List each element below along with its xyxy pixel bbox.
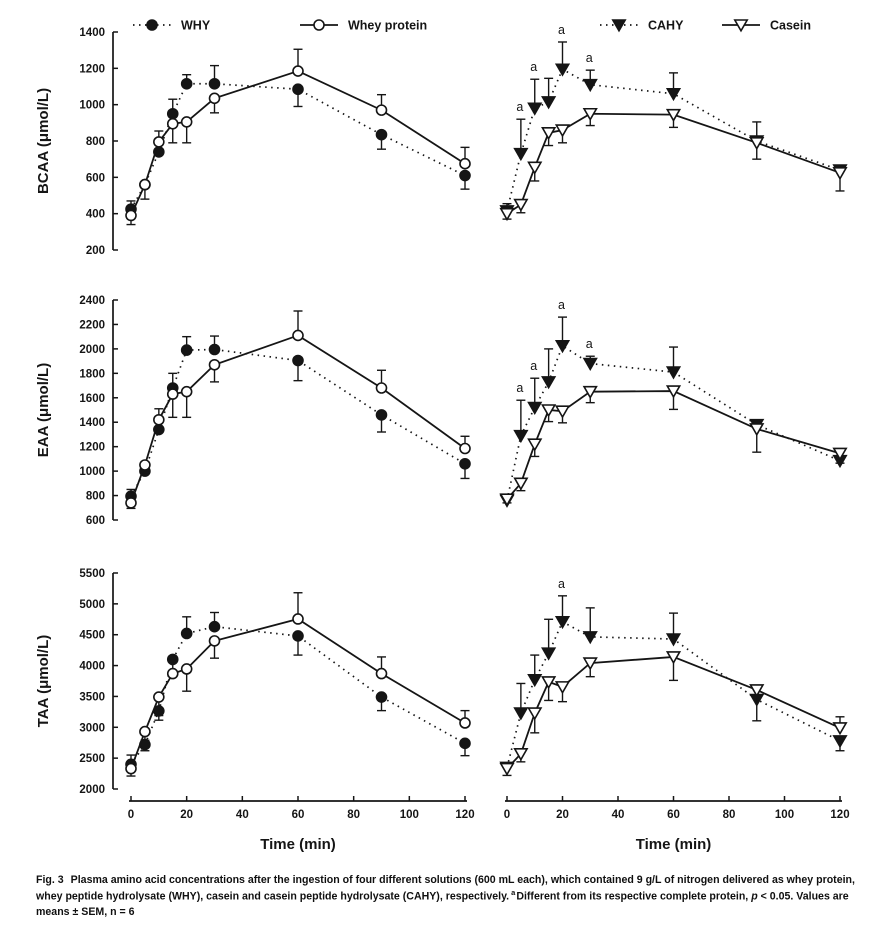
series-casein bbox=[501, 652, 846, 775]
x-tick-label: 20 bbox=[180, 809, 194, 821]
data-point-marker bbox=[556, 617, 568, 628]
data-point-marker bbox=[834, 736, 846, 747]
data-point-marker bbox=[460, 171, 470, 181]
data-point-marker bbox=[293, 356, 303, 366]
significance-marker: a bbox=[516, 381, 524, 396]
data-point-marker bbox=[293, 84, 303, 94]
panel-row2-right bbox=[501, 577, 846, 776]
data-point-marker bbox=[210, 360, 220, 370]
data-point-marker bbox=[529, 103, 541, 114]
data-point-marker bbox=[529, 439, 541, 450]
caption-text: Plasma amino acid concentrations after the ingestion of four different solutions (600 mL each), which contained 9 g/L of nitrogen delivered as whey protein, whey peptide hydrolysate (WHY), casein and casein peptide hydrolysate (CAHY), respectively. bbox=[36, 874, 855, 903]
x-axis-left bbox=[128, 796, 475, 853]
data-point-marker bbox=[529, 403, 541, 414]
significance-marker: a bbox=[516, 100, 524, 115]
data-point-marker bbox=[834, 723, 846, 734]
data-point-marker bbox=[293, 631, 303, 641]
series-casein bbox=[501, 109, 846, 220]
x-tick-label: 40 bbox=[235, 809, 249, 821]
data-point-marker bbox=[210, 79, 220, 89]
series-whey-protein bbox=[126, 49, 470, 224]
significance-marker: a bbox=[558, 22, 565, 37]
data-point-marker bbox=[529, 162, 541, 173]
y-tick-label: 3500 bbox=[79, 691, 105, 704]
data-point-marker bbox=[529, 675, 541, 686]
data-point-marker bbox=[460, 738, 470, 748]
x-tick-label: 60 bbox=[667, 809, 680, 821]
y-tick-label: 4500 bbox=[79, 629, 105, 642]
significance-marker: a bbox=[558, 298, 565, 313]
y-axis-row0 bbox=[35, 27, 118, 257]
y-axis-row2 bbox=[35, 568, 118, 796]
legend-label: WHY bbox=[181, 18, 211, 33]
x-tick-label: 40 bbox=[611, 809, 625, 821]
legend-label: Casein bbox=[770, 18, 811, 33]
significance-marker: a bbox=[585, 51, 593, 66]
y-axis-title: EAA (μmol/L) bbox=[35, 362, 52, 458]
data-point-marker bbox=[182, 628, 192, 638]
data-point-marker bbox=[556, 682, 568, 693]
x-tick-label: 20 bbox=[556, 809, 569, 821]
x-axis-title: Time (min) bbox=[635, 836, 712, 853]
y-tick-label: 1200 bbox=[79, 441, 105, 454]
caption-label: Fig. 3 bbox=[36, 874, 64, 886]
y-tick-label: 1400 bbox=[79, 417, 105, 430]
data-point-marker bbox=[168, 109, 178, 119]
y-tick-label: 800 bbox=[85, 490, 105, 503]
data-point-marker bbox=[210, 93, 220, 103]
y-tick-label: 1000 bbox=[79, 99, 105, 112]
data-point-marker bbox=[542, 677, 554, 688]
panel-row1-right bbox=[501, 298, 846, 506]
y-tick-label: 1000 bbox=[79, 466, 105, 479]
data-point-marker bbox=[834, 168, 846, 179]
x-tick-label: 80 bbox=[722, 809, 736, 821]
data-point-marker bbox=[460, 718, 470, 728]
data-point-marker bbox=[182, 387, 192, 397]
x-tick-label: 80 bbox=[347, 809, 361, 821]
data-point-marker bbox=[126, 764, 136, 774]
data-point-marker bbox=[377, 383, 387, 393]
data-point-marker bbox=[140, 460, 150, 470]
y-tick-label: 200 bbox=[85, 245, 105, 257]
significance-marker: a bbox=[530, 60, 538, 75]
series-why bbox=[126, 66, 470, 215]
caption-p-italic: p bbox=[751, 890, 758, 903]
series-casein bbox=[501, 386, 846, 505]
data-point-marker bbox=[515, 708, 527, 719]
data-point-marker bbox=[542, 377, 554, 388]
data-point-marker bbox=[377, 105, 387, 115]
x-tick-label: 100 bbox=[399, 809, 419, 821]
data-point-marker bbox=[584, 359, 596, 370]
data-point-marker bbox=[556, 64, 568, 75]
y-tick-label: 4000 bbox=[79, 660, 105, 673]
data-point-marker bbox=[377, 410, 387, 420]
data-point-marker bbox=[501, 764, 513, 775]
y-axis-row1 bbox=[35, 295, 118, 527]
data-point-marker bbox=[210, 622, 220, 632]
y-tick-label: 2000 bbox=[79, 343, 105, 356]
data-point-marker bbox=[377, 692, 387, 702]
series-line bbox=[507, 114, 840, 214]
data-point-marker bbox=[154, 692, 164, 702]
data-point-marker bbox=[154, 137, 164, 147]
y-tick-label: 1600 bbox=[79, 392, 105, 405]
y-tick-label: 800 bbox=[85, 136, 105, 148]
x-tick-label: 0 bbox=[503, 809, 511, 821]
y-tick-label: 5000 bbox=[79, 598, 105, 611]
data-point-marker bbox=[460, 444, 470, 454]
x-tick-label: 0 bbox=[127, 809, 135, 821]
data-point-marker bbox=[613, 20, 625, 31]
data-point-marker bbox=[168, 669, 178, 679]
data-point-marker bbox=[168, 119, 178, 129]
y-tick-label: 1800 bbox=[79, 368, 105, 381]
legend bbox=[133, 19, 811, 33]
series-whey-protein bbox=[126, 311, 470, 508]
data-point-marker bbox=[460, 159, 470, 169]
data-point-marker bbox=[667, 89, 679, 100]
series-cahy bbox=[501, 596, 846, 773]
y-tick-label: 1400 bbox=[79, 27, 105, 39]
significance-marker: a bbox=[558, 576, 565, 591]
panel-row2-left bbox=[126, 593, 470, 776]
data-point-marker bbox=[667, 367, 679, 378]
data-point-marker bbox=[140, 180, 150, 190]
data-point-marker bbox=[556, 341, 568, 352]
panel-row0-left bbox=[126, 49, 470, 224]
data-point-marker bbox=[140, 727, 150, 737]
y-tick-label: 2400 bbox=[79, 295, 105, 307]
caption-text-2: Different from its respective complete protein, bbox=[516, 890, 752, 903]
data-point-marker bbox=[542, 128, 554, 139]
series-why bbox=[126, 612, 470, 769]
data-point-marker bbox=[515, 149, 527, 160]
data-point-marker bbox=[542, 648, 554, 659]
data-point-marker bbox=[293, 614, 303, 624]
y-tick-label: 2500 bbox=[79, 753, 105, 766]
data-point-marker bbox=[377, 130, 387, 140]
data-point-marker bbox=[293, 66, 303, 76]
y-tick-label: 600 bbox=[85, 515, 105, 527]
series-whey-protein bbox=[126, 593, 470, 776]
data-point-marker bbox=[182, 79, 192, 89]
y-axis-title: TAA (μmol/L) bbox=[35, 634, 52, 728]
panel-row1-left bbox=[126, 311, 470, 508]
data-point-marker bbox=[529, 708, 541, 719]
x-tick-label: 120 bbox=[830, 809, 850, 821]
x-tick-label: 120 bbox=[455, 809, 475, 821]
data-point-marker bbox=[182, 117, 192, 127]
data-point-marker bbox=[126, 498, 136, 508]
data-point-marker bbox=[210, 636, 220, 646]
series-why bbox=[126, 336, 470, 501]
y-tick-label: 1200 bbox=[79, 63, 105, 76]
y-tick-label: 600 bbox=[85, 172, 105, 185]
data-point-marker bbox=[182, 345, 192, 355]
data-point-marker bbox=[126, 210, 136, 220]
data-point-marker bbox=[515, 200, 527, 211]
figure-caption bbox=[36, 873, 860, 920]
y-tick-label: 5500 bbox=[79, 568, 105, 580]
y-tick-label: 2200 bbox=[79, 319, 105, 332]
data-point-marker bbox=[154, 415, 164, 425]
y-tick-label: 3000 bbox=[79, 722, 105, 735]
legend-label: Whey protein bbox=[348, 18, 428, 33]
data-point-marker bbox=[542, 97, 554, 108]
x-tick-label: 60 bbox=[291, 809, 305, 821]
data-point-marker bbox=[182, 664, 192, 674]
data-point-marker bbox=[314, 20, 324, 30]
data-point-marker bbox=[168, 389, 178, 399]
y-tick-label: 400 bbox=[85, 208, 105, 221]
data-point-marker bbox=[501, 209, 513, 220]
data-point-marker bbox=[515, 431, 527, 442]
data-point-marker bbox=[147, 20, 157, 30]
x-tick-label: 100 bbox=[774, 809, 795, 821]
y-tick-label: 2000 bbox=[79, 784, 105, 796]
significance-marker: a bbox=[585, 337, 593, 352]
y-axis-title: BCAA (μmol/L) bbox=[35, 87, 52, 195]
legend-label: CAHY bbox=[648, 18, 684, 33]
x-axis-title: Time (min) bbox=[260, 836, 336, 853]
data-point-marker bbox=[293, 330, 303, 340]
data-point-marker bbox=[377, 669, 387, 679]
x-axis-right bbox=[504, 796, 850, 853]
series-cahy bbox=[501, 317, 846, 506]
significance-marker: a bbox=[530, 359, 538, 374]
data-point-marker bbox=[460, 459, 470, 469]
panel-row0-right bbox=[501, 23, 846, 219]
caption-superscript-a: a bbox=[511, 888, 516, 898]
data-point-marker bbox=[210, 345, 220, 355]
caption-text-3: < 0.05. Values are means ± SEM, n = 6 bbox=[36, 890, 849, 918]
